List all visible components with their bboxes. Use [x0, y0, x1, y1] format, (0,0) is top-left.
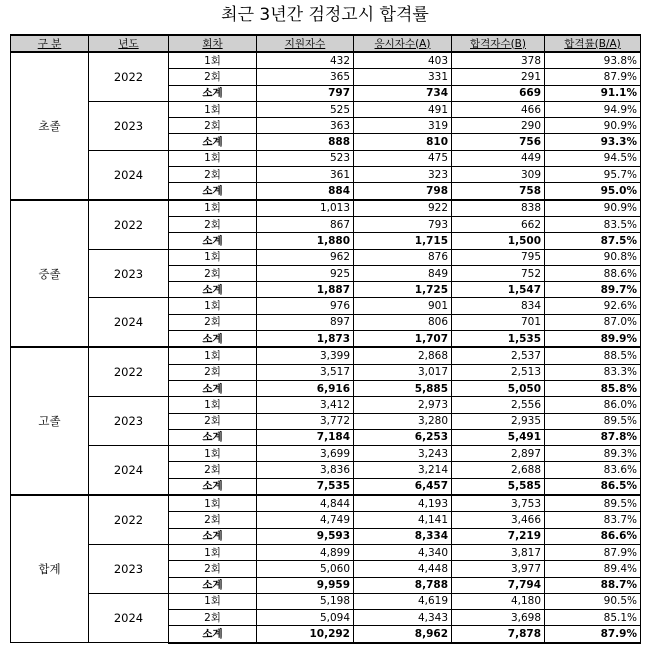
- passers-cell: 1,500: [452, 233, 545, 249]
- pass-rate-cell: 89.9%: [545, 331, 641, 348]
- session-cell: 1회: [169, 101, 257, 117]
- examinees-cell: 4,141: [354, 512, 452, 528]
- session-cell: 소계: [169, 577, 257, 593]
- header-year: 년도: [89, 35, 169, 52]
- table-row: [11, 52, 641, 69]
- session-cell: 1회: [169, 446, 257, 462]
- passers-cell: 309: [452, 167, 545, 183]
- pass-rate-cell: 93.3%: [545, 134, 641, 150]
- pass-rate-cell: 86.6%: [545, 528, 641, 544]
- applicants-cell: 976: [257, 298, 354, 314]
- table-row: [11, 593, 641, 609]
- examinees-cell: 403: [354, 52, 452, 69]
- passers-cell: 7,219: [452, 528, 545, 544]
- applicants-cell: 4,749: [257, 512, 354, 528]
- examinees-cell: 798: [354, 183, 452, 200]
- pass-rate-cell: 87.8%: [545, 429, 641, 445]
- passers-cell: 449: [452, 150, 545, 166]
- session-cell: 2회: [169, 561, 257, 577]
- table-body: [11, 52, 641, 643]
- passers-cell: 662: [452, 216, 545, 232]
- passers-cell: 5,585: [452, 478, 545, 495]
- applicants-cell: 3,399: [257, 347, 354, 364]
- session-cell: 2회: [169, 167, 257, 183]
- year-cell: 2024: [89, 150, 169, 199]
- session-cell: 2회: [169, 462, 257, 478]
- pass-rate-cell: 90.9%: [545, 200, 641, 217]
- pass-rate-cell: 95.7%: [545, 167, 641, 183]
- pass-rate-cell: 85.1%: [545, 610, 641, 626]
- year-cell: 2022: [89, 200, 169, 249]
- session-cell: 소계: [169, 85, 257, 101]
- examinees-cell: 6,253: [354, 429, 452, 445]
- passers-cell: 378: [452, 52, 545, 69]
- passers-cell: 2,935: [452, 413, 545, 429]
- session-cell: 1회: [169, 347, 257, 364]
- category-cell: 합계: [11, 495, 89, 643]
- applicants-cell: 365: [257, 69, 354, 85]
- examinees-cell: 2,868: [354, 347, 452, 364]
- session-cell: 소계: [169, 429, 257, 445]
- pass-rate-cell: 91.1%: [545, 85, 641, 101]
- session-cell: 2회: [169, 413, 257, 429]
- session-cell: 소계: [169, 331, 257, 348]
- year-cell: 2022: [89, 52, 169, 101]
- header-passers: 합격자수(B): [452, 35, 545, 52]
- session-cell: 2회: [169, 512, 257, 528]
- year-cell: 2024: [89, 593, 169, 642]
- applicants-cell: 4,899: [257, 544, 354, 560]
- passers-cell: 2,537: [452, 347, 545, 364]
- passers-cell: 7,794: [452, 577, 545, 593]
- passers-cell: 838: [452, 200, 545, 217]
- session-cell: 소계: [169, 233, 257, 249]
- pass-rate-cell: 83.3%: [545, 364, 641, 380]
- examinees-cell: 6,457: [354, 478, 452, 495]
- year-cell: 2023: [89, 544, 169, 593]
- applicants-cell: 897: [257, 314, 354, 330]
- applicants-cell: 10,292: [257, 626, 354, 643]
- examinees-cell: 4,448: [354, 561, 452, 577]
- examinees-cell: 3,017: [354, 364, 452, 380]
- applicants-cell: 3,772: [257, 413, 354, 429]
- applicants-cell: 5,060: [257, 561, 354, 577]
- passers-cell: 291: [452, 69, 545, 85]
- passers-cell: 1,535: [452, 331, 545, 348]
- examinees-cell: 4,343: [354, 610, 452, 626]
- pass-rate-cell: 89.5%: [545, 413, 641, 429]
- session-cell: 소계: [169, 183, 257, 200]
- applicants-cell: 1,887: [257, 282, 354, 298]
- applicants-cell: 1,873: [257, 331, 354, 348]
- applicants-cell: 7,184: [257, 429, 354, 445]
- examinees-cell: 793: [354, 216, 452, 232]
- table-row: [11, 544, 641, 560]
- session-cell: 2회: [169, 364, 257, 380]
- examinees-cell: 8,334: [354, 528, 452, 544]
- examinees-cell: 901: [354, 298, 452, 314]
- session-cell: 1회: [169, 544, 257, 560]
- applicants-cell: 7,535: [257, 478, 354, 495]
- table-row: [11, 347, 641, 364]
- examinees-cell: 8,962: [354, 626, 452, 643]
- applicants-cell: 3,412: [257, 397, 354, 413]
- pass-rate-cell: 87.0%: [545, 314, 641, 330]
- examinees-cell: 3,243: [354, 446, 452, 462]
- examinees-cell: 5,885: [354, 380, 452, 396]
- pass-rate-cell: 87.5%: [545, 233, 641, 249]
- header-pass-rate: 합격률(B/A): [545, 35, 641, 52]
- year-cell: 2024: [89, 298, 169, 347]
- examinees-cell: 475: [354, 150, 452, 166]
- session-cell: 2회: [169, 118, 257, 134]
- applicants-cell: 361: [257, 167, 354, 183]
- header-applicants: 지원자수: [257, 35, 354, 52]
- applicants-cell: 888: [257, 134, 354, 150]
- table-row: [11, 298, 641, 314]
- session-cell: 소계: [169, 282, 257, 298]
- passers-cell: 758: [452, 183, 545, 200]
- pass-rate-cell: 85.8%: [545, 380, 641, 396]
- category-cell: 중졸: [11, 200, 89, 348]
- examinees-cell: 1,715: [354, 233, 452, 249]
- applicants-cell: 1,013: [257, 200, 354, 217]
- session-cell: 1회: [169, 397, 257, 413]
- passers-cell: 290: [452, 118, 545, 134]
- pass-rate-cell: 83.6%: [545, 462, 641, 478]
- examinees-cell: 323: [354, 167, 452, 183]
- pass-rate-cell: 87.9%: [545, 544, 641, 560]
- passers-cell: 466: [452, 101, 545, 117]
- session-cell: 1회: [169, 249, 257, 265]
- examinees-cell: 3,214: [354, 462, 452, 478]
- session-cell: 2회: [169, 69, 257, 85]
- applicants-cell: 1,880: [257, 233, 354, 249]
- table-row: [11, 495, 641, 512]
- header-session: 회차: [169, 35, 257, 52]
- year-cell: 2024: [89, 446, 169, 495]
- passers-cell: 1,547: [452, 282, 545, 298]
- pass-rate-cell: 90.8%: [545, 249, 641, 265]
- applicants-cell: 5,198: [257, 593, 354, 609]
- passers-cell: 3,817: [452, 544, 545, 560]
- examinees-cell: 1,725: [354, 282, 452, 298]
- year-cell: 2023: [89, 397, 169, 446]
- session-cell: 1회: [169, 150, 257, 166]
- pass-rate-cell: 88.5%: [545, 347, 641, 364]
- applicants-cell: 432: [257, 52, 354, 69]
- pass-rate-cell: 89.3%: [545, 446, 641, 462]
- session-cell: 1회: [169, 495, 257, 512]
- table-row: [11, 249, 641, 265]
- passers-cell: 7,878: [452, 626, 545, 643]
- session-cell: 소계: [169, 528, 257, 544]
- header-examinees: 응시자수(A): [354, 35, 452, 52]
- applicants-cell: 3,517: [257, 364, 354, 380]
- year-cell: 2022: [89, 495, 169, 544]
- examinees-cell: 4,619: [354, 593, 452, 609]
- session-cell: 1회: [169, 200, 257, 217]
- passers-cell: 5,491: [452, 429, 545, 445]
- examinees-cell: 2,973: [354, 397, 452, 413]
- applicants-cell: 6,916: [257, 380, 354, 396]
- table-row: [11, 200, 641, 217]
- applicants-cell: 9,593: [257, 528, 354, 544]
- table-title: 최근 3년간 검정고시 합격률: [221, 5, 429, 25]
- table-row: [11, 446, 641, 462]
- session-cell: 1회: [169, 593, 257, 609]
- pass-rate-cell: 93.8%: [545, 52, 641, 69]
- pass-rate-cell: 89.5%: [545, 495, 641, 512]
- passers-cell: 3,698: [452, 610, 545, 626]
- examinees-cell: 8,788: [354, 577, 452, 593]
- examinees-cell: 4,340: [354, 544, 452, 560]
- passers-cell: 752: [452, 265, 545, 281]
- pass-rate-cell: 94.5%: [545, 150, 641, 166]
- pass-rate-cell: 89.7%: [545, 282, 641, 298]
- year-cell: 2023: [89, 249, 169, 298]
- year-cell: 2022: [89, 347, 169, 396]
- applicants-cell: 523: [257, 150, 354, 166]
- applicants-cell: 3,699: [257, 446, 354, 462]
- applicants-cell: 9,959: [257, 577, 354, 593]
- passers-cell: 4,180: [452, 593, 545, 609]
- passers-cell: 3,466: [452, 512, 545, 528]
- session-cell: 소계: [169, 626, 257, 643]
- applicants-cell: 797: [257, 85, 354, 101]
- passers-cell: 834: [452, 298, 545, 314]
- pass-rate-cell: 87.9%: [545, 626, 641, 643]
- session-cell: 2회: [169, 610, 257, 626]
- examinees-cell: 806: [354, 314, 452, 330]
- examinees-cell: 331: [354, 69, 452, 85]
- session-cell: 1회: [169, 52, 257, 69]
- applicants-cell: 867: [257, 216, 354, 232]
- pass-rate-cell: 88.7%: [545, 577, 641, 593]
- table-row: [11, 101, 641, 117]
- applicants-cell: 363: [257, 118, 354, 134]
- passers-cell: 795: [452, 249, 545, 265]
- pass-rate-cell: 90.9%: [545, 118, 641, 134]
- examinees-cell: 922: [354, 200, 452, 217]
- applicants-cell: 3,836: [257, 462, 354, 478]
- passers-cell: 3,977: [452, 561, 545, 577]
- passers-cell: 5,050: [452, 380, 545, 396]
- applicants-cell: 962: [257, 249, 354, 265]
- pass-rate-cell: 86.0%: [545, 397, 641, 413]
- examinees-cell: 319: [354, 118, 452, 134]
- applicants-cell: 5,094: [257, 610, 354, 626]
- examinees-cell: 849: [354, 265, 452, 281]
- pass-rate-cell: 90.5%: [545, 593, 641, 609]
- session-cell: 소계: [169, 380, 257, 396]
- header-category: 구 분: [11, 35, 89, 52]
- session-cell: 2회: [169, 216, 257, 232]
- pass-rate-cell: 87.9%: [545, 69, 641, 85]
- pass-rate-cell: 86.5%: [545, 478, 641, 495]
- session-cell: 1회: [169, 298, 257, 314]
- pass-rate-cell: 95.0%: [545, 183, 641, 200]
- examinees-cell: 734: [354, 85, 452, 101]
- category-cell: 고졸: [11, 347, 89, 495]
- pass-rate-cell: 94.9%: [545, 101, 641, 117]
- pass-rate-cell: 89.4%: [545, 561, 641, 577]
- passers-cell: 756: [452, 134, 545, 150]
- passers-cell: 2,556: [452, 397, 545, 413]
- passers-cell: 2,897: [452, 446, 545, 462]
- pass-rate-cell: 83.7%: [545, 512, 641, 528]
- pass-rate-cell: 83.5%: [545, 216, 641, 232]
- session-cell: 소계: [169, 478, 257, 495]
- session-cell: 소계: [169, 134, 257, 150]
- examinees-cell: 491: [354, 101, 452, 117]
- category-cell: 초졸: [11, 52, 89, 200]
- applicants-cell: 884: [257, 183, 354, 200]
- passers-cell: 701: [452, 314, 545, 330]
- applicants-cell: 4,844: [257, 495, 354, 512]
- examinees-cell: 3,280: [354, 413, 452, 429]
- table-row: [11, 397, 641, 413]
- passers-cell: 3,753: [452, 495, 545, 512]
- year-cell: 2023: [89, 101, 169, 150]
- pass-rate-cell: 92.6%: [545, 298, 641, 314]
- passers-cell: 669: [452, 85, 545, 101]
- table-row: [11, 150, 641, 166]
- pass-rate-table: [10, 34, 641, 644]
- pass-rate-cell: 88.6%: [545, 265, 641, 281]
- session-cell: 2회: [169, 314, 257, 330]
- applicants-cell: 525: [257, 101, 354, 117]
- applicants-cell: 925: [257, 265, 354, 281]
- header-row: [11, 35, 641, 52]
- examinees-cell: 1,707: [354, 331, 452, 348]
- passers-cell: 2,688: [452, 462, 545, 478]
- passers-cell: 2,513: [452, 364, 545, 380]
- examinees-cell: 876: [354, 249, 452, 265]
- examinees-cell: 810: [354, 134, 452, 150]
- examinees-cell: 4,193: [354, 495, 452, 512]
- session-cell: 2회: [169, 265, 257, 281]
